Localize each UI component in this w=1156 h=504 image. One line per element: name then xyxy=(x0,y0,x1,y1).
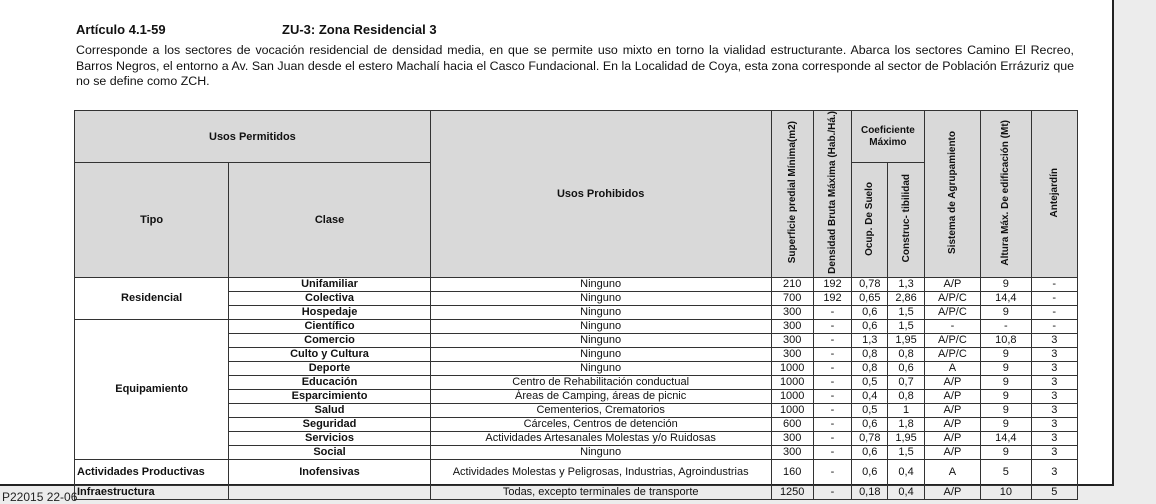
cell-ant: 3 xyxy=(1031,431,1077,445)
cell-ocup: 0,6 xyxy=(852,459,888,485)
header-densidad: Densidad Bruta Máxima (Hab./Há.) xyxy=(826,111,838,274)
cell-dens: - xyxy=(813,347,851,361)
cell-prohibidos: Actividades Molestas y Peligrosas, Industrias, Agroindustrias xyxy=(430,459,771,485)
cell-ant: - xyxy=(1031,291,1077,305)
cell-constr: 1,5 xyxy=(888,305,924,319)
cell-ocup: 1,3 xyxy=(852,333,888,347)
cell-alt: 9 xyxy=(981,445,1031,459)
cell-sist: A/P/C xyxy=(924,305,980,319)
header-usos-prohibidos: Usos Prohibidos xyxy=(430,111,771,278)
cell-dens: - xyxy=(813,333,851,347)
cell-constr: 1,5 xyxy=(888,445,924,459)
cell-prohibidos: Cárceles, Centros de detención xyxy=(430,417,771,431)
cell-sup: 1000 xyxy=(771,361,813,375)
cell-alt: 9 xyxy=(981,305,1031,319)
cell-prohibidos: Áreas de Camping, áreas de picnic xyxy=(430,389,771,403)
table-row xyxy=(75,277,1078,291)
cell-prohibidos: Ninguno xyxy=(430,277,771,291)
cell-ocup: 0,6 xyxy=(852,319,888,333)
cell-constr: 2,86 xyxy=(888,291,924,305)
cell-prohibidos: Ninguno xyxy=(430,291,771,305)
cell-sist: A/P/C xyxy=(924,333,980,347)
cell-clase: Culto y Cultura xyxy=(229,347,431,361)
cell-clase: Científico xyxy=(229,319,431,333)
cell-prohibidos: Actividades Artesanales Molestas y/o Ruidosas xyxy=(430,431,771,445)
cell-constr: 1 xyxy=(888,403,924,417)
cell-alt: 9 xyxy=(981,347,1031,361)
zone-title: ZU-3: Zona Residencial 3 xyxy=(282,22,437,37)
cell-tipo: Actividades Productivas xyxy=(75,459,229,485)
cell-clase: Servicios xyxy=(229,431,431,445)
cell-dens: - xyxy=(813,361,851,375)
cell-alt: 14,4 xyxy=(981,291,1031,305)
page-footer: P22015 22-06 xyxy=(2,490,78,504)
cell-clase: Comercio xyxy=(229,333,431,347)
cell-constr: 1,95 xyxy=(888,333,924,347)
cell-ant: 3 xyxy=(1031,403,1077,417)
cell-ant: - xyxy=(1031,277,1077,291)
table-row xyxy=(75,459,1078,485)
cell-sist: A/P xyxy=(924,403,980,417)
table-row xyxy=(75,485,1078,499)
header-constr: Construc- tibilidad xyxy=(900,174,912,263)
cell-constr: 0,8 xyxy=(888,389,924,403)
header-ocup: Ocup. De Suelo xyxy=(864,181,876,256)
cell-constr: 0,8 xyxy=(888,347,924,361)
cell-constr: 0,4 xyxy=(888,485,924,499)
header-coeficiente: Coeficiente Máximo xyxy=(852,111,925,163)
cell-alt: 10,8 xyxy=(981,333,1031,347)
header-superficie: Superficie predial Mínima(m2) xyxy=(786,121,798,264)
cell-ant: 3 xyxy=(1031,389,1077,403)
article-number: Artículo 4.1-59 xyxy=(76,22,166,37)
cell-dens: - xyxy=(813,375,851,389)
cell-alt: 5 xyxy=(981,459,1031,485)
cell-sup: 210 xyxy=(771,277,813,291)
cell-dens: - xyxy=(813,485,851,499)
zone-description: Corresponde a los sectores de vocación residencial de densidad media, en que se permite uso mixto en torno la vialidad estructurante. Abarca los sectores Camino El Recreo, Barros Negros, el entorno a Av. San Juan desde el estero Machalí hacia el Casco Fundacional. En la Localidad de Coya, esta zona corresponde al sector de Población Errázuriz que no se define como ZCH. xyxy=(76,43,1074,89)
cell-prohibidos: Ninguno xyxy=(430,361,771,375)
cell-constr: 1,5 xyxy=(888,319,924,333)
cell-alt: 9 xyxy=(981,403,1031,417)
cell-prohibidos: Ninguno xyxy=(430,445,771,459)
cell-ant: 3 xyxy=(1031,417,1077,431)
cell-ant: 3 xyxy=(1031,375,1077,389)
header-antejardin: Antejardín xyxy=(1048,167,1060,218)
cell-ocup: 0,6 xyxy=(852,417,888,431)
cell-clase: Educación xyxy=(229,375,431,389)
cell-clase xyxy=(229,485,431,499)
cell-sup: 1000 xyxy=(771,375,813,389)
cell-prohibidos: Centro de Rehabilitación conductual xyxy=(430,375,771,389)
cell-prohibidos: Cementerios, Crematorios xyxy=(430,403,771,417)
cell-sup: 300 xyxy=(771,445,813,459)
cell-ant: 3 xyxy=(1031,361,1077,375)
cell-clase: Inofensivas xyxy=(229,459,431,485)
cell-prohibidos: Ninguno xyxy=(430,319,771,333)
cell-dens: - xyxy=(813,459,851,485)
cell-constr: 0,6 xyxy=(888,361,924,375)
cell-constr: 1,95 xyxy=(888,431,924,445)
cell-ant: - xyxy=(1031,319,1077,333)
cell-sup: 300 xyxy=(771,333,813,347)
cell-clase: Salud xyxy=(229,403,431,417)
cell-clase: Seguridad xyxy=(229,417,431,431)
cell-prohibidos: Ninguno xyxy=(430,305,771,319)
cell-sist: A/P xyxy=(924,485,980,499)
cell-sist: A/P xyxy=(924,445,980,459)
cell-clase: Hospedaje xyxy=(229,305,431,319)
cell-alt: 9 xyxy=(981,375,1031,389)
cell-sist: - xyxy=(924,319,980,333)
cell-clase: Esparcimiento xyxy=(229,389,431,403)
cell-sist: A/P xyxy=(924,375,980,389)
cell-alt: - xyxy=(981,319,1031,333)
cell-ocup: 0,18 xyxy=(852,485,888,499)
cell-sup: 300 xyxy=(771,347,813,361)
cell-ocup: 0,5 xyxy=(852,375,888,389)
cell-ocup: 0,78 xyxy=(852,431,888,445)
cell-alt: 9 xyxy=(981,417,1031,431)
cell-constr: 1,3 xyxy=(888,277,924,291)
cell-clase: Colectiva xyxy=(229,291,431,305)
header-sistema: Sistema de Agrupamiento xyxy=(946,130,958,254)
cell-tipo: Equipamiento xyxy=(75,319,229,459)
cell-ocup: 0,6 xyxy=(852,305,888,319)
zoning-table xyxy=(74,110,1078,500)
header-clase: Clase xyxy=(229,163,431,278)
cell-ocup: 0,8 xyxy=(852,361,888,375)
cell-clase: Deporte xyxy=(229,361,431,375)
cell-sist: A/P xyxy=(924,417,980,431)
cell-sup: 1000 xyxy=(771,389,813,403)
cell-prohibidos: Ninguno xyxy=(430,347,771,361)
table-body xyxy=(75,277,1078,499)
cell-ocup: 0,4 xyxy=(852,389,888,403)
cell-ocup: 0,6 xyxy=(852,445,888,459)
cell-sist: A xyxy=(924,361,980,375)
cell-alt: 9 xyxy=(981,389,1031,403)
cell-clase: Unifamiliar xyxy=(229,277,431,291)
cell-sist: A/P/C xyxy=(924,291,980,305)
cell-dens: - xyxy=(813,417,851,431)
cell-dens: - xyxy=(813,445,851,459)
cell-dens: 192 xyxy=(813,291,851,305)
cell-ant: 3 xyxy=(1031,347,1077,361)
cell-tipo: Residencial xyxy=(75,277,229,319)
cell-sist: A/P xyxy=(924,389,980,403)
cell-ant: - xyxy=(1031,305,1077,319)
header-altura: Altura Máx. De edificación (Mt) xyxy=(1000,119,1012,266)
cell-sup: 700 xyxy=(771,291,813,305)
cell-ocup: 0,5 xyxy=(852,403,888,417)
cell-dens: - xyxy=(813,389,851,403)
cell-ocup: 0,65 xyxy=(852,291,888,305)
cell-sist: A/P xyxy=(924,277,980,291)
cell-dens: - xyxy=(813,403,851,417)
cell-constr: 1,8 xyxy=(888,417,924,431)
cell-ant: 3 xyxy=(1031,333,1077,347)
cell-dens: - xyxy=(813,305,851,319)
cell-sup: 300 xyxy=(771,305,813,319)
cell-sup: 600 xyxy=(771,417,813,431)
cell-alt: 14,4 xyxy=(981,431,1031,445)
cell-constr: 0,7 xyxy=(888,375,924,389)
cell-dens: - xyxy=(813,319,851,333)
cell-sup: 160 xyxy=(771,459,813,485)
cell-prohibidos: Todas, excepto terminales de transporte xyxy=(430,485,771,499)
cell-prohibidos: Ninguno xyxy=(430,333,771,347)
header-usos-permitidos: Usos Permitidos xyxy=(75,111,431,163)
cell-sist: A/P/C xyxy=(924,347,980,361)
cell-sup: 300 xyxy=(771,431,813,445)
cell-sup: 1250 xyxy=(771,485,813,499)
cell-dens: - xyxy=(813,431,851,445)
cell-ant: 3 xyxy=(1031,459,1077,485)
cell-sup: 300 xyxy=(771,319,813,333)
cell-alt: 9 xyxy=(981,361,1031,375)
cell-ocup: 0,78 xyxy=(852,277,888,291)
cell-ocup: 0,8 xyxy=(852,347,888,361)
cell-alt: 9 xyxy=(981,277,1031,291)
cell-constr: 0,4 xyxy=(888,459,924,485)
cell-sup: 1000 xyxy=(771,403,813,417)
cell-ant: 5 xyxy=(1031,485,1077,499)
cell-alt: 10 xyxy=(981,485,1031,499)
header-tipo: Tipo xyxy=(75,163,229,278)
cell-sist: A xyxy=(924,459,980,485)
cell-tipo: Infraestructura xyxy=(75,485,229,499)
cell-ant: 3 xyxy=(1031,445,1077,459)
cell-dens: 192 xyxy=(813,277,851,291)
cell-clase: Social xyxy=(229,445,431,459)
cell-sist: A/P xyxy=(924,431,980,445)
table-row xyxy=(75,319,1078,333)
